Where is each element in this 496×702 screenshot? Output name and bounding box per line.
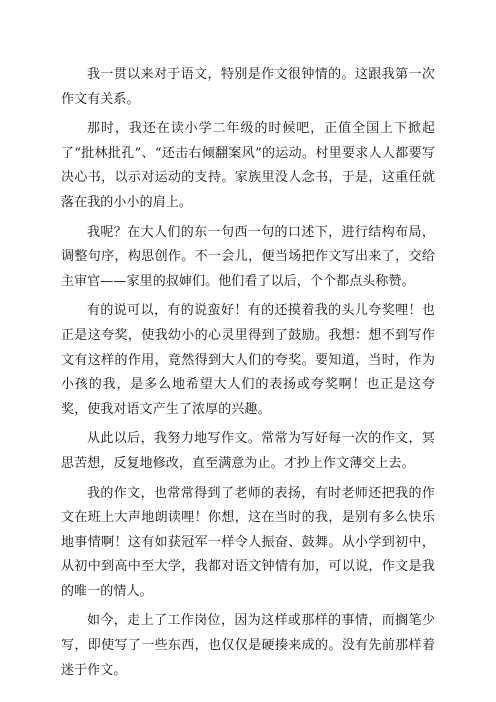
paragraph: 那时，我还在读小学二年级的时候吧，正值全国上下掀起了“批林批孔”、“还击右倾翻案风”的运动。村里要求人人都要写决心书，以示对运动的支持。家族里没人念书，于是，这重任就落在我的小小的肩上。 [61,121,435,210]
paragraph: 有的说可以，有的说蛮好！有的还摸着我的头儿夸奖哩！也正是这夸奖，使我幼小的心灵里得到了鼓励。我想：想不到写作文有这样的作用，竟然得到大人们的夸奖。要知道，当时，作为小孩的我，是多么地希望大人们的表扬或夸奖啊！也正是这夸奖，使我对语文产生了浓厚的兴趣。 [61,303,435,417]
paragraph: 我呢？在大人们的东一句西一句的口述下，进行结构布局，调整句序，构思创作。不一会儿，便当场把作文写出来了，交给主审官——家里的叔婶们。他们看了以后，个个都点头称赞。 [61,224,435,289]
paragraph: 我一贯以来对于语文，特别是作文很钟情的。这跟我第一次作文有关系。 [61,67,435,107]
paragraph: 从此以后，我努力地写作文。常常为写好每一次的作文，冥思苦想，反复地修改，直至满意为止。才抄上作文薄交上去。 [61,431,435,471]
essay-body [61,63,435,688]
paragraph: 如今，走上了工作岗位，因为这样或那样的事情，而搁笔少写，即使写了一些东西，也仅仅是硬揍来成的。没有先前那样着迷于作文。 [61,613,435,678]
paragraph: 我的作文，也常常得到了老师的表扬，有时老师还把我的作文在班上大声地朗读哩！你想，这在当时的我，是别有多么快乐地事情啊！这有如获冠军一样令人振奋、鼓舞。从小学到初中，从初中到高中至大学，我都对语文钟情有加，可以说，作文是我的唯一的情人。 [61,485,435,599]
